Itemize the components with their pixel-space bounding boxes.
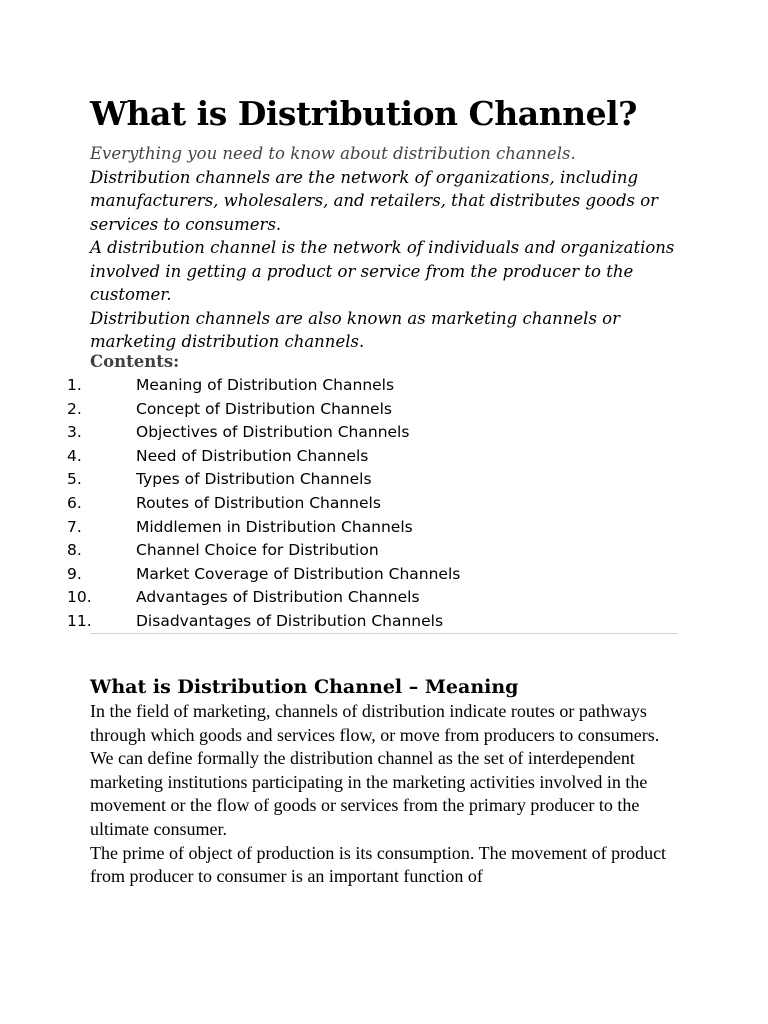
section-divider (90, 633, 678, 634)
toc-item[interactable] (67, 586, 460, 610)
toc-item-number: 7. (67, 517, 82, 536)
toc-item-number: 11. (67, 611, 92, 630)
toc-item[interactable] (67, 398, 460, 422)
toc-item-number: 6. (67, 493, 82, 512)
toc-item-number: 1. (67, 376, 82, 394)
toc-item[interactable] (67, 421, 460, 445)
toc-item[interactable] (67, 492, 460, 516)
toc-item-number: 3. (67, 423, 82, 442)
toc-item-label: Advantages of Distribution Channels (136, 588, 420, 607)
toc-item-label: Routes of Distribution Channels (136, 493, 381, 512)
toc-item-number: 8. (67, 541, 82, 560)
body-paragraph: The prime of object of production is its consumption. The movement of product from producer to consumer is an important function of (90, 842, 667, 887)
toc-item[interactable] (67, 539, 460, 563)
toc-item[interactable] (67, 516, 460, 540)
toc-item-label: Market Coverage of Distribution Channels (136, 564, 461, 583)
toc-item[interactable] (67, 563, 460, 587)
toc-item-label: Concept of Distribution Channels (136, 399, 392, 418)
toc-item[interactable] (67, 374, 460, 398)
intro-paragraph: Distribution channels are also known as marketing channels or marketing distribution channels. (90, 308, 620, 351)
toc-item[interactable] (67, 445, 460, 469)
intro-paragraph: Distribution channels are the network of organizations, including manufacturers, wholesalers, and retailers, that distributes goods or services to consumers. (90, 167, 659, 234)
toc-item[interactable] (67, 610, 460, 634)
toc-item-label: Types of Distribution Channels (136, 470, 372, 489)
page-title: What is Distribution Channel? (90, 94, 637, 133)
body-paragraph: In the field of marketing, channels of distribution indicate routes or pathways through which goods and services flow, or move from producers to consumers. (90, 701, 660, 745)
toc-item-label: Need of Distribution Channels (136, 446, 369, 465)
toc-item-label: Disadvantages of Distribution Channels (136, 611, 444, 630)
toc-item-number: 9. (67, 564, 82, 583)
subtitle: Everything you need to know about distribution channels. (90, 144, 576, 163)
contents-heading: Contents: (90, 352, 180, 371)
toc-item-label: Objectives of Distribution Channels (136, 423, 410, 442)
section-heading: What is Distribution Channel – Meaning (90, 676, 519, 698)
toc-item-number: 2. (67, 399, 82, 418)
body-paragraph: We can define formally the distribution channel as the set of interdependent marketing institutions participating in the marketing activities involved in the movement or the flow of goods or services from the primary producer to the ultimate consumer. (90, 748, 648, 839)
toc-item-number: 10. (67, 588, 92, 607)
toc-item-label: Middlemen in Distribution Channels (136, 517, 413, 536)
toc-item-label: Meaning of Distribution Channels (136, 376, 395, 394)
intro-block (90, 142, 690, 354)
toc-item-number: 4. (67, 446, 82, 465)
section-body (90, 700, 690, 889)
intro-paragraph: A distribution channel is the network of individuals and organizations involved in getting a product or service from the producer to the customer. (90, 238, 675, 304)
toc-item[interactable] (67, 468, 460, 492)
toc-item-label: Channel Choice for Distribution (136, 541, 379, 560)
toc-item-number: 5. (67, 470, 82, 489)
table-of-contents (67, 374, 460, 634)
